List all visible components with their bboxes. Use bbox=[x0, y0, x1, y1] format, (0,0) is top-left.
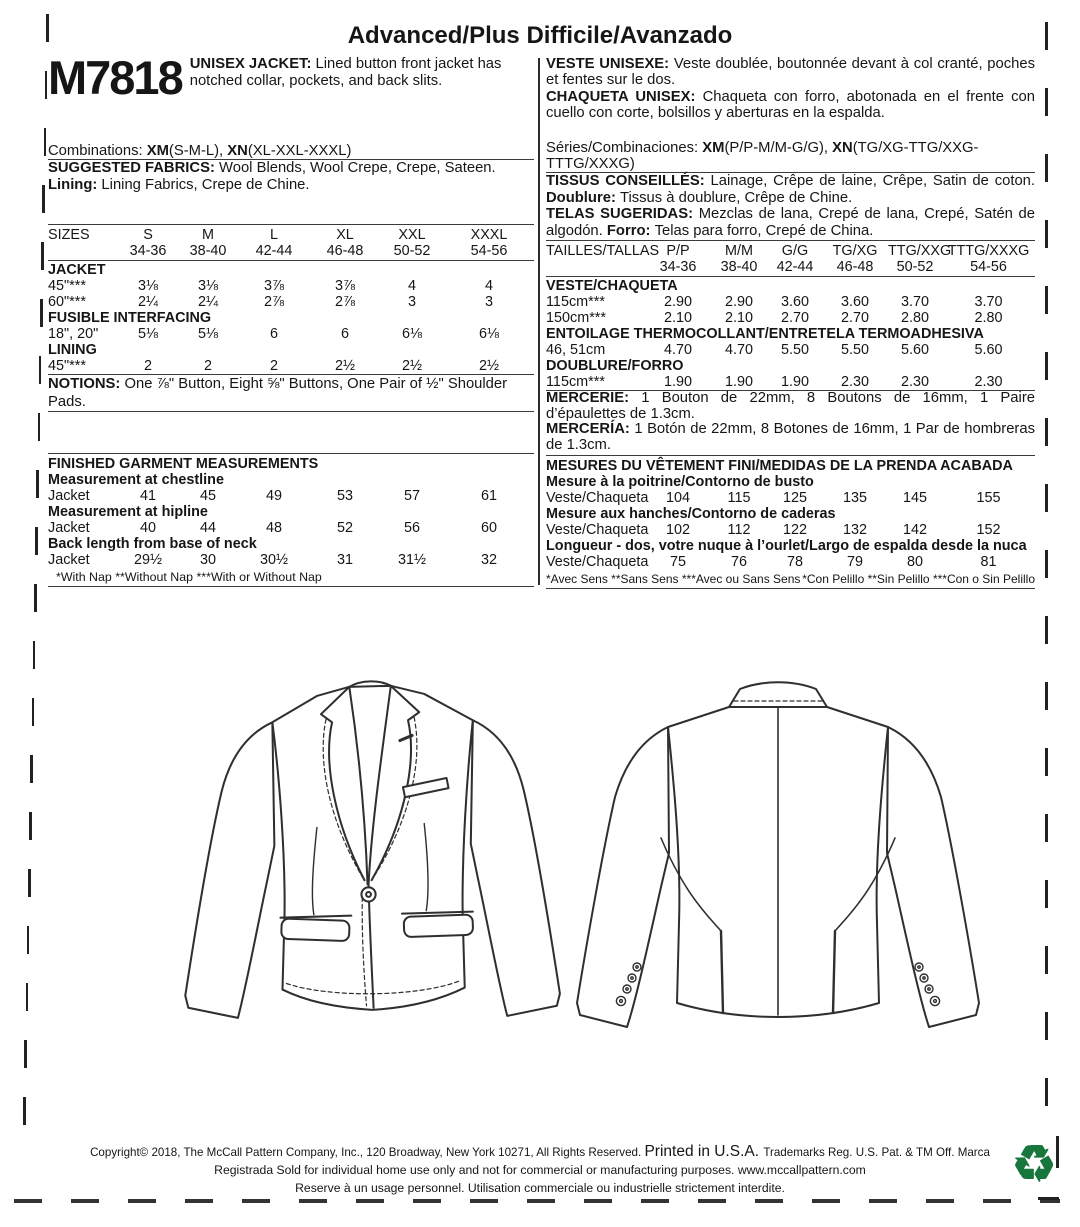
registration-tick bbox=[1045, 748, 1048, 776]
cut-dashed-line bbox=[14, 1199, 1060, 1203]
nap-footnote-en: *With Nap **Without Nap ***With or Without Nap bbox=[56, 570, 322, 585]
registration-tick bbox=[44, 128, 47, 156]
registration-tick bbox=[1045, 220, 1048, 248]
table-row: Measurement at chestline bbox=[48, 472, 224, 489]
table-row: SIZES S M L XL XXL XXXL bbox=[48, 227, 508, 244]
garment-description-en: UNISEX JACKET: Lined button front jacket has notched collar, pockets, and back slits. bbox=[189, 56, 502, 89]
printed-in-usa: Printed in U.S.A. bbox=[644, 1143, 764, 1160]
jacket-back-drawing bbox=[563, 663, 1003, 1078]
table-row: 46, 51cm 4.70 4.70 5.50 5.50 5.60 5.60 bbox=[546, 342, 1003, 359]
registration-tick bbox=[1045, 814, 1048, 842]
notions-line: NOTIONS: One ⅞" Button, Eight ⅝" Buttons, One Pair of ½" Shoulder Pads. bbox=[48, 376, 508, 411]
mercerie-line: MERCERIE: 1 Bouton de 22mm, 8 Boutons de 16mm, 1 Paire d’épaulettes de 1.3cm. bbox=[546, 390, 1035, 422]
registration-tick bbox=[28, 869, 31, 897]
table-row: DOUBLURE/FORRO bbox=[546, 358, 684, 375]
registration-tick bbox=[42, 185, 45, 213]
nap-footnote-fr-es bbox=[546, 572, 1035, 586]
table-row: Jacket 29½ 30 30½ 31 31½ 32 bbox=[48, 552, 497, 569]
registration-tick bbox=[27, 926, 30, 954]
table-row: 45"*** 2 2 2 2½ 2½ 2½ bbox=[48, 358, 499, 375]
corner-crop-mark-horizontal bbox=[1038, 1197, 1059, 1200]
merceria-line: MERCERÍA: 1 Botón de 22mm, 8 Botones de 16mm, 1 Par de hombreras de 1.3cm. bbox=[546, 421, 1035, 453]
table-row: MESURES DU VÊTEMENT FINI/MEDIDAS DE LA PRENDA ACABADA bbox=[546, 458, 1013, 475]
registration-tick bbox=[1045, 286, 1048, 314]
metric-yardage-table bbox=[546, 241, 1035, 390]
divider-line bbox=[48, 411, 534, 412]
table-row: Longueur - dos, votre nuque à l’ourlet/Largo de espalda desde la nuca bbox=[546, 538, 1027, 555]
table-row: 34-36 38-40 42-44 46-48 50-52 54-56 bbox=[659, 259, 1007, 276]
divider-line bbox=[48, 586, 534, 587]
series-line: Séries/Combinaciones: XM(P/P-M/M-G/G), XN(TG/XG-TTG/XXG-TTTG/XXXG) bbox=[546, 139, 979, 173]
table-row bbox=[546, 276, 1035, 277]
french-spanish-column bbox=[546, 56, 1035, 589]
registration-tick bbox=[1045, 1012, 1048, 1040]
finished-measurements-table-en bbox=[48, 454, 534, 568]
copyright-line bbox=[40, 1144, 1040, 1160]
trademark-text: Trademarks Reg. U.S. Pat. & TM Off. Marca bbox=[763, 1146, 990, 1159]
recycle-icon: ♻ bbox=[1011, 1136, 1057, 1192]
table-row: Jacket 41 45 49 53 57 61 bbox=[48, 488, 497, 505]
table-row: Veste/Chaqueta 102 112 122 132 142 152 bbox=[546, 522, 1001, 539]
registration-tick bbox=[1045, 550, 1048, 578]
pattern-header bbox=[48, 51, 534, 104]
copyright-text: Copyright© 2018, The McCall Pattern Company, Inc., 120 Broadway, New York 10271, All Rights Reserved. bbox=[90, 1146, 645, 1159]
table-row: Measurement at hipline bbox=[48, 504, 208, 521]
table-row: JACKET bbox=[48, 262, 106, 279]
table-row: FINISHED GARMENT MEASUREMENTS bbox=[48, 456, 319, 473]
registration-tick bbox=[1045, 352, 1048, 380]
table-row: ENTOILAGE THERMOCOLLANT/ENTRETELA TERMOADHESIVA bbox=[546, 326, 984, 343]
registration-tick bbox=[29, 812, 32, 840]
registration-tick bbox=[1045, 154, 1048, 182]
garment-description-es: CHAQUETA UNISEX: Chaqueta con forro, abotonada en el frente con cuello con corte, bolsillos y aberturas en la espalda. bbox=[546, 88, 1035, 122]
table-row: Back length from base of neck bbox=[48, 536, 257, 553]
table-row: 45"*** 3⅛ 3⅛ 3⅞ 3⅞ 4 4 bbox=[48, 278, 493, 295]
registration-tick bbox=[36, 470, 39, 498]
table-row bbox=[48, 260, 534, 261]
table-row: Mesure à la poitrine/Contorno de busto bbox=[546, 474, 814, 491]
table-row: LINING bbox=[48, 342, 97, 359]
telas-line: TELAS SUGERIDAS: Mezclas de lana, Crepé de lana, Crepé, Satén de algodón. Forro: Telas para forro, Crepé de China. bbox=[546, 206, 1035, 239]
registration-tick bbox=[30, 755, 33, 783]
table-row: 115cm*** 1.90 1.90 1.90 2.30 2.30 2.30 bbox=[546, 374, 1003, 391]
registration-tick bbox=[1045, 1078, 1048, 1106]
registration-tick bbox=[1045, 616, 1048, 644]
registration-tick bbox=[26, 983, 29, 1011]
registration-tick bbox=[39, 356, 42, 384]
table-row: 34-36 38-40 42-44 46-48 50-52 54-56 bbox=[129, 243, 508, 260]
registration-tick bbox=[40, 299, 43, 327]
table-row: TAILLES/TALLAS P/P M/M G/G TG/XG TTG/XXG TTTG/XXXG bbox=[546, 243, 1030, 260]
english-column bbox=[48, 51, 534, 587]
registration-tick bbox=[41, 242, 44, 270]
registration-tick bbox=[24, 1040, 27, 1068]
garment-description-fr: VESTE UNISEXE: Veste doublée, boutonnée devant à col cranté, poches et fentes sur le dos. bbox=[546, 56, 1035, 89]
registration-tick bbox=[34, 584, 37, 612]
corner-crop-mark-vertical bbox=[1056, 1136, 1059, 1168]
registration-tick bbox=[45, 71, 48, 99]
registration-tick bbox=[46, 14, 49, 42]
pattern-number: M7818 bbox=[48, 51, 182, 104]
table-row: Jacket 40 44 48 52 56 60 bbox=[48, 520, 497, 537]
table-row: Veste/Chaqueta 75 76 78 79 80 81 bbox=[546, 554, 997, 571]
table-row: FUSIBLE INTERFACING bbox=[48, 310, 212, 327]
nap-footnote-es: *Con Pelillo **Sin Pelillo ***Con o Sin Pelillo bbox=[802, 572, 1035, 587]
table-row: 150cm*** 2.10 2.10 2.70 2.70 2.80 2.80 bbox=[546, 310, 1003, 327]
table-row: Mesure aux hanches/Contorno de caderas bbox=[546, 506, 836, 523]
registration-tick bbox=[32, 698, 35, 726]
suggested-fabrics: SUGGESTED FABRICS: Wool Blends, Wool Crepe, Crepe, Sateen. Lining: Lining Fabrics, Crepe de Chine. bbox=[48, 160, 496, 193]
registration-tick bbox=[1045, 682, 1048, 710]
table-row: VESTE/CHAQUETA bbox=[546, 278, 678, 295]
difficulty-rating: Advanced/Plus Difficile/Avanzado bbox=[347, 22, 733, 49]
registration-tick bbox=[33, 641, 36, 669]
divider-line bbox=[546, 588, 1035, 589]
registration-tick bbox=[23, 1097, 26, 1125]
table-row: 60"*** 2¼ 2¼ 2⅞ 2⅞ 3 3 bbox=[48, 294, 493, 311]
registration-tick bbox=[35, 527, 38, 555]
usage-line-fr: Reserve à un usage personnel. Utilisation commerciale ou industrielle strictement interdite. bbox=[295, 1181, 785, 1195]
table-row: Veste/Chaqueta 104 115 125 135 145 155 bbox=[546, 490, 1001, 507]
registration-tick bbox=[1045, 22, 1048, 50]
registration-tick bbox=[1045, 880, 1048, 908]
table-row: 115cm*** 2.90 2.90 3.60 3.60 3.70 3.70 bbox=[546, 294, 1003, 311]
finished-measurements-table-fr bbox=[546, 456, 1035, 570]
column-divider bbox=[538, 58, 540, 585]
registration-tick bbox=[1045, 88, 1048, 116]
registration-tick bbox=[1045, 946, 1048, 974]
home-use-line: Registrada Sold for individual home use only and not for commercial or manufacturing purposes. www.mccallpattern.com bbox=[214, 1163, 866, 1177]
footer-legal bbox=[40, 1144, 1040, 1196]
registration-tick bbox=[38, 413, 41, 441]
tissus-line: TISSUS CONSEILLÉS: Lainage, Crêpe de laine, Crêpe, Satin de coton. Doublure: Tissus à doublure, Crêpe de Chine. bbox=[546, 173, 1036, 206]
table-row: 18", 20" 5⅛ 5⅛ 6 6 6⅛ 6⅛ bbox=[48, 326, 499, 343]
combinations-line: Combinations: XM(S-M-L), XN(XL-XXL-XXXL) bbox=[48, 143, 352, 159]
registration-tick bbox=[1045, 418, 1048, 446]
jacket-front-drawing bbox=[163, 653, 568, 1071]
yardage-table-en bbox=[48, 225, 534, 374]
nap-footnote-fr: *Avec Sens **Sans Sens ***Avec ou Sans Sens bbox=[546, 572, 801, 587]
registration-tick bbox=[1045, 484, 1048, 512]
